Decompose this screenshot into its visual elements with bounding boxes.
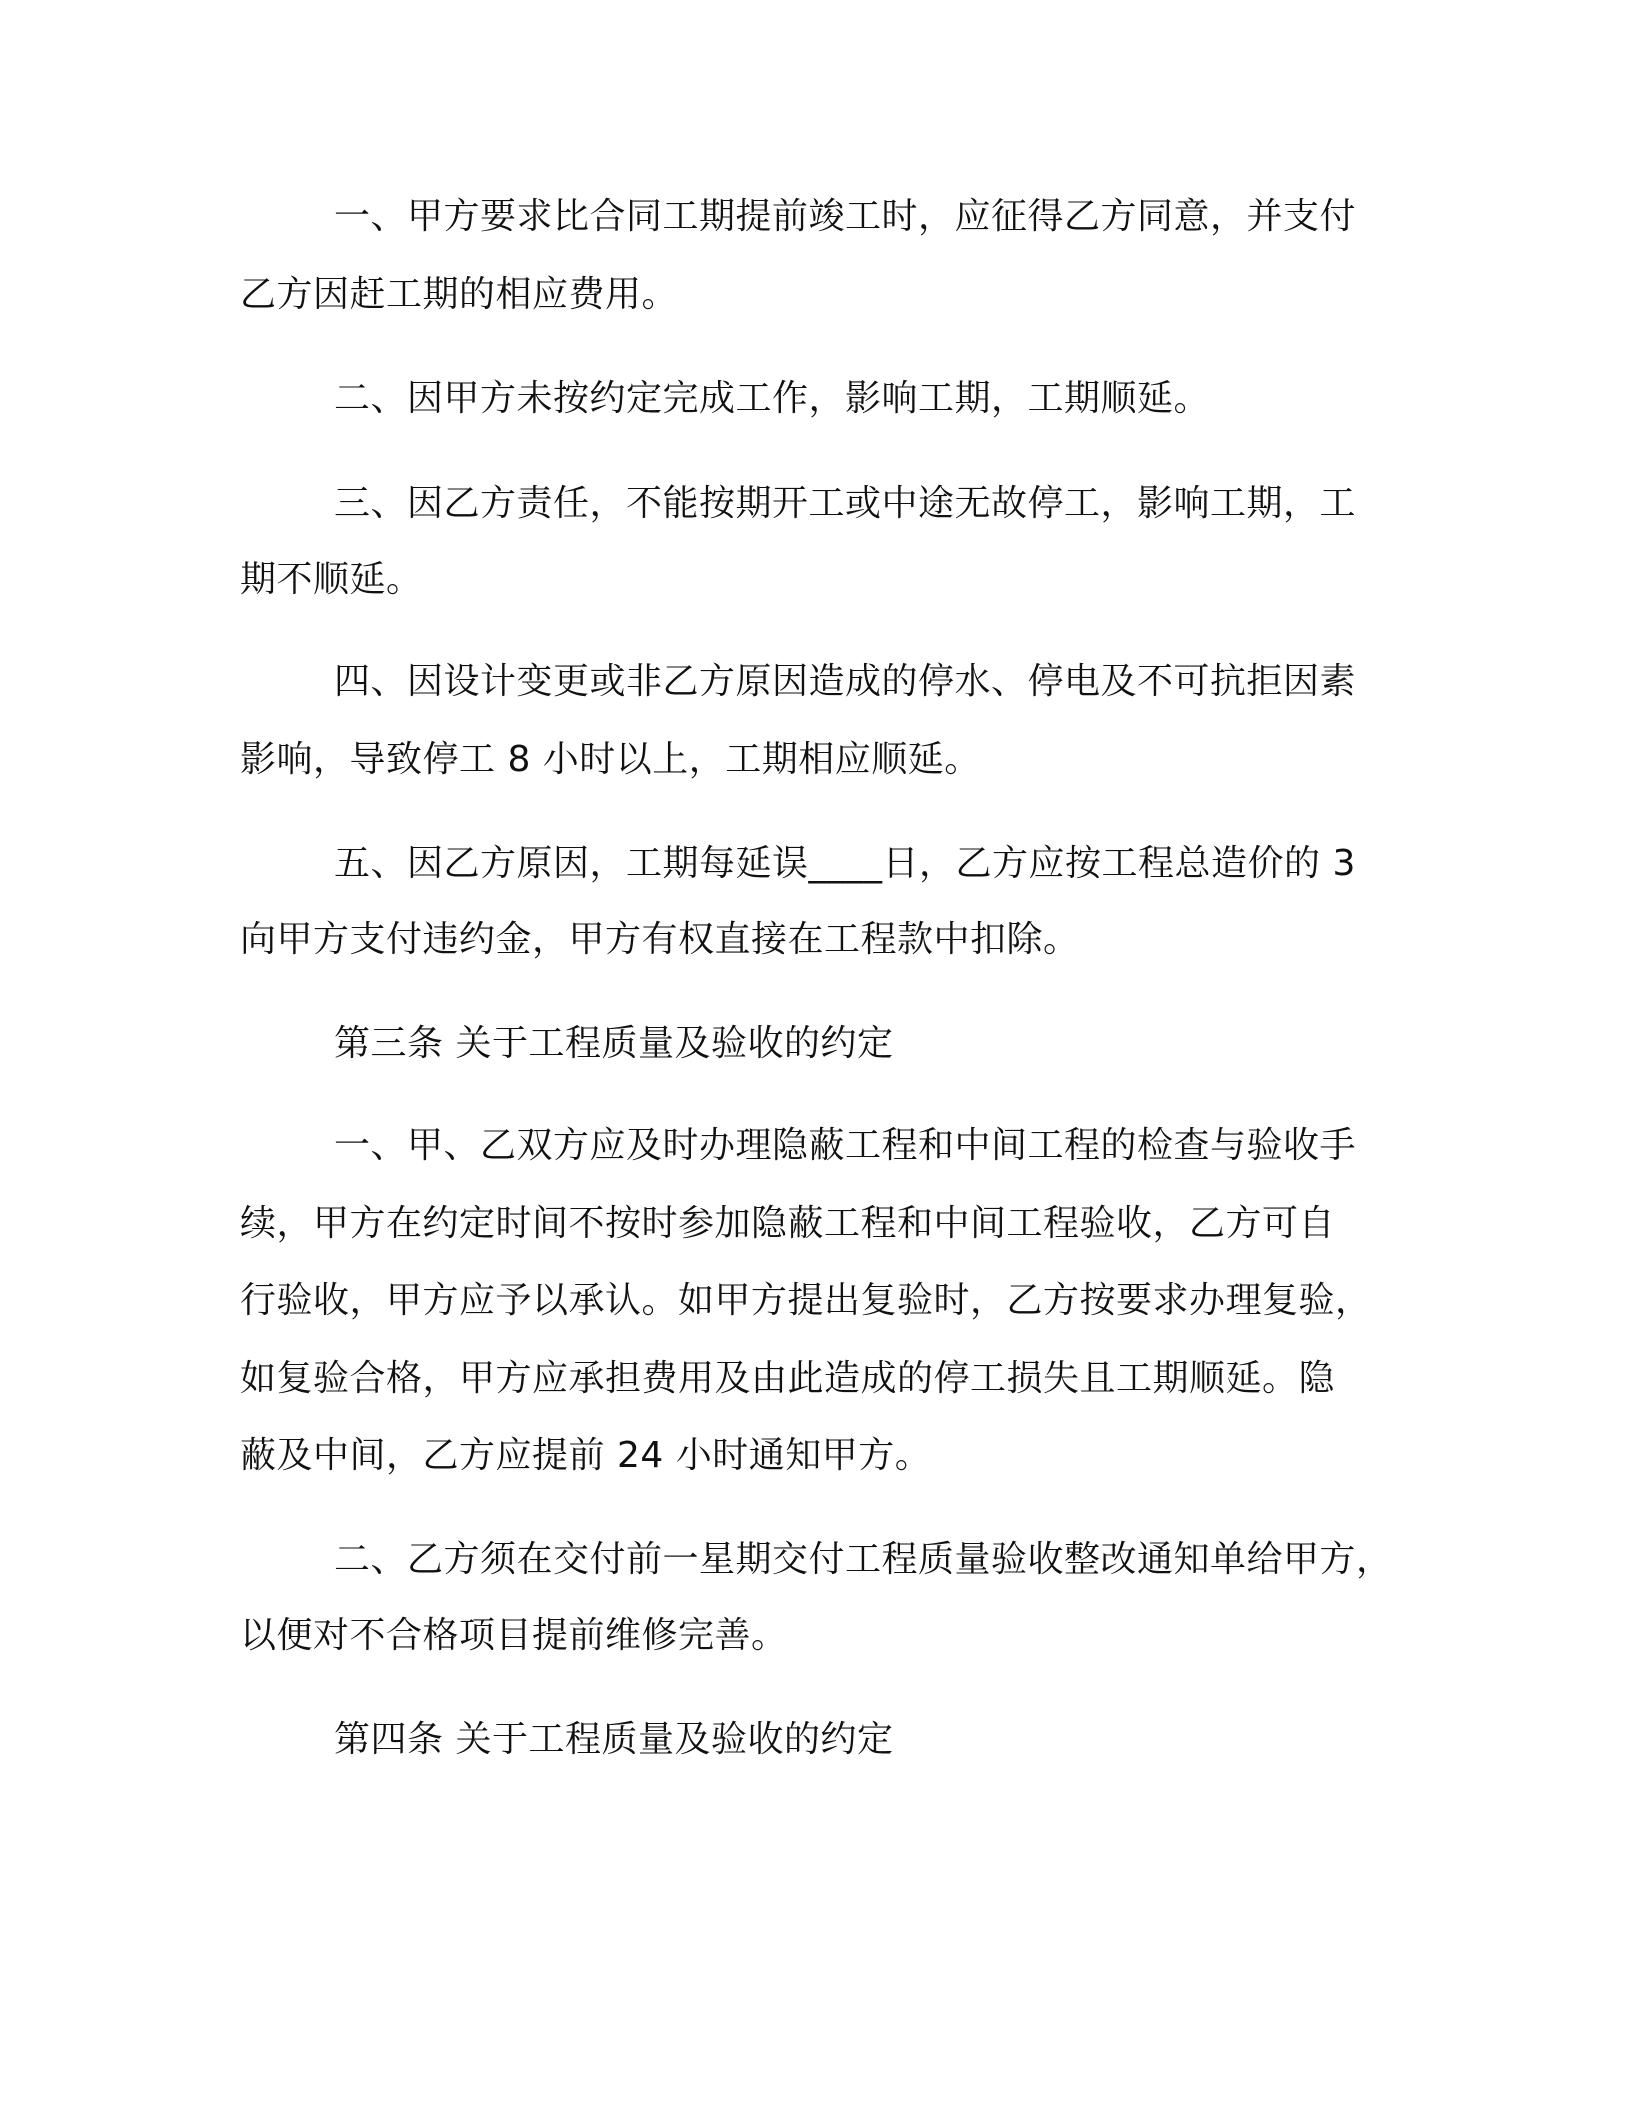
text-line: 行验收，甲方应予以承认。如甲方提出复验时，乙方按要求办理复验， bbox=[240, 1280, 1372, 1321]
text-line: 以便对不合格项目提前维修完善。 bbox=[240, 1615, 788, 1656]
text-line: 影响，导致停工 8 小时以上，工期相应顺延。 bbox=[240, 739, 981, 780]
section-heading: 第四条 关于工程质量及验收的约定 bbox=[334, 1719, 894, 1760]
text-line: 五、因乙方原因，工期每延误____日，乙方应按工程总造价的 3 bbox=[334, 843, 1356, 884]
section-heading: 第三条 关于工程质量及验收的约定 bbox=[334, 1023, 894, 1064]
text-line: 续，甲方在约定时间不按时参加隐蔽工程和中间工程验收，乙方可自 bbox=[240, 1203, 1336, 1244]
text-line: 一、甲方要求比合同工期提前竣工时，应征得乙方同意，并支付 bbox=[334, 196, 1357, 237]
text-line: 一、甲、乙双方应及时办理隐蔽工程和中间工程的检查与验收手 bbox=[334, 1125, 1357, 1166]
text-line: 期不顺延。 bbox=[240, 559, 423, 600]
text-line: 乙方因赶工期的相应费用。 bbox=[240, 274, 679, 315]
text-line: 蔽及中间，乙方应提前 24 小时通知甲方。 bbox=[240, 1435, 932, 1476]
text-line: 如复验合格，甲方应承担费用及由此造成的停工损失且工期顺延。隐 bbox=[240, 1358, 1336, 1399]
text-line: 二、因甲方未按约定完成工作，影响工期，工期顺延。 bbox=[334, 378, 1211, 419]
text-line: 四、因设计变更或非乙方原因造成的停水、停电及不可抗拒因素 bbox=[334, 661, 1357, 702]
text-line: 三、因乙方责任，不能按期开工或中途无故停工，影响工期，工 bbox=[334, 483, 1357, 524]
text-line: 向甲方支付违约金，甲方有权直接在工程款中扣除。 bbox=[240, 919, 1080, 960]
text-line: 二、乙方须在交付前一星期交付工程质量验收整改通知单给甲方， bbox=[334, 1539, 1393, 1580]
